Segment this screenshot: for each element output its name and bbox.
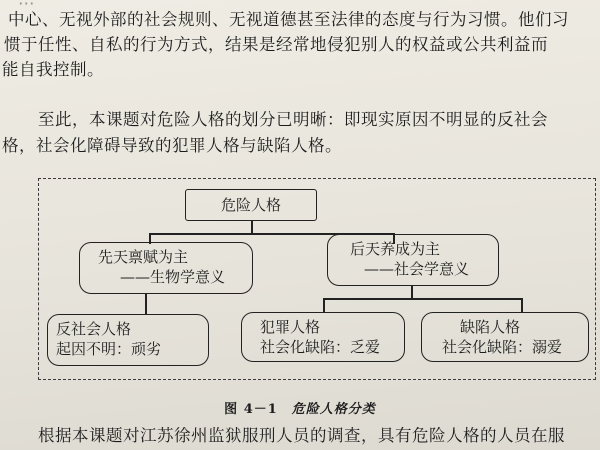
figure-caption	[0, 398, 600, 417]
right-branch-title: 后天养成为主	[350, 240, 441, 258]
paragraph-line: 中心、无视外部的社会规则、无视道德甚至法律的态度与行为习惯。他们习	[8, 10, 569, 29]
leaf-title: 犯罪人格	[260, 318, 321, 336]
leaf-node-antisocial	[47, 314, 209, 366]
leaf-subtitle: 社会化缺陷：乏爱	[260, 338, 381, 356]
figure-title: 危险人格分类	[291, 402, 376, 417]
left-branch-node	[79, 242, 253, 294]
figure-number: 图 4－1	[224, 402, 278, 417]
connector	[145, 294, 147, 314]
leaf-node-defective	[421, 312, 589, 362]
leaf-title: 反社会人格	[56, 320, 132, 338]
danger-personality-diagram	[38, 178, 596, 380]
paragraph-line: 格，社会化障碍导致的犯罪人格与缺陷人格。	[2, 136, 342, 155]
paragraph-line: 至此，本课题对危险人格的划分已明晰：即现实原因不明显的反社会	[38, 110, 548, 129]
leaf-subtitle: 起因不明：顽劣	[56, 340, 162, 358]
root-node	[185, 189, 317, 221]
left-branch-subtitle: ——生物学意义	[120, 268, 226, 286]
connector	[323, 298, 523, 300]
paragraph-line: 惯于任性、自私的行为方式，结果是经常地侵犯别人的权益或公共利益而	[4, 35, 548, 54]
right-branch-node	[327, 234, 499, 286]
right-branch-subtitle: ——社会学意义	[364, 260, 470, 278]
leaf-node-criminal	[241, 312, 405, 362]
leaf-title: 缺陷人格	[460, 318, 521, 336]
root-label: 危险人格	[220, 196, 281, 214]
cut-off-top-line: ⋯	[18, 0, 35, 13]
leaf-subtitle: 社会化缺陷：溺爱	[442, 338, 563, 356]
connector	[521, 298, 523, 312]
paragraph-line: 能自我控制。	[2, 60, 104, 79]
left-branch-title: 先天禀赋为主	[98, 248, 189, 266]
connector	[323, 298, 325, 312]
paragraph-line: 根据本课题对江苏徐州监狱服刑人员的调查，具有危险人格的人员在服	[38, 426, 565, 445]
